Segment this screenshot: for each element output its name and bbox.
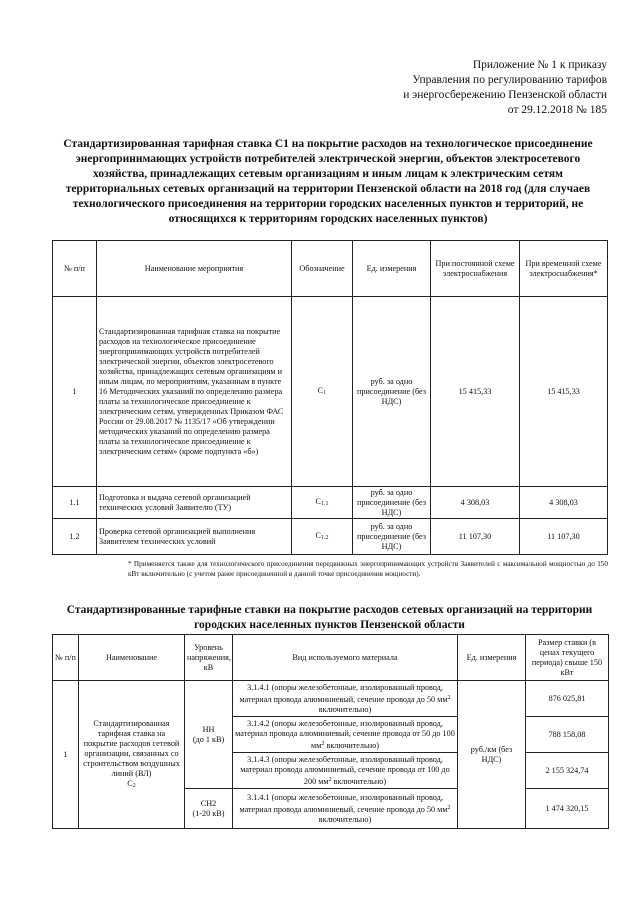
row-num: 1 [53,681,79,829]
col-header-temporary: При временной схеме электроснабжения* [520,241,608,297]
table-row [53,519,608,555]
material-cell: 3.1.4.1 (опоры железобетонные, изолированный провод, материал провода алюминиевый, сечение провода до 50 $мм^2$ включительно) [233,789,458,829]
row-temporary-value: 4 308,03 [520,487,608,519]
row-unit: руб. за одно присоединение (без НДС) [353,519,431,555]
appendix-line-1: Приложение № 1 к приказу [472,59,607,71]
row-temporary-value: 15 415,33 [520,297,608,487]
appendix-line-2: Управления по регулированию тарифов [412,74,607,86]
footnote-text: * Применяется также для технологического присоединения передвижных энергопринимающих устройств Заявителей с максимальной мощностью до 150 кВт включительно (с учетом ранее присоединенной в данной точке присоединения мощности). [128,560,608,578]
row-num: 1.2 [53,519,97,555]
footnote [60,560,608,579]
tariff-table-c2 [52,634,609,829]
col-header-designation: Обозначение [292,241,353,297]
col-header-num: № п/п [53,241,97,297]
table-header-row [53,241,608,297]
table-header-row [53,635,609,681]
rate-value: 876 025,81 [526,681,609,717]
row-designation: $C_{1.1}$ [292,487,353,519]
material-cell: 3.1.4.2 (опоры железобетонные, изолированный провод, материал провода алюминиевый, сечение провода от 50 до 100 $мм^2$ включительно) [233,717,458,753]
row-name [79,681,185,829]
table-row [53,681,609,717]
col-header-unit: Ед. измерения [458,635,526,681]
table-row [53,487,608,519]
col-header-voltage: Уровень напряжения, кВ [185,635,233,681]
row-name: Стандартизированная тарифная ставка на покрытие расходов на технологическое присоединение энергопринимающих устройств потребителей электрической энергии, объектов электросетевого хозяйства, принадлежащих сетевым организациям и иным лицам, по мероприятиям, указанным в пункте 16 Методических указаний по определению размера платы за технологическое присоединение к электрическим сетям, утвержденных Приказом ФАС России от 29.08.2017 № 1135/17 «Об утверждении методических указаний по определению размера платы за технологическое присоединение к электрическим сетям» (кроме подпункта «б») [97,297,292,487]
row-designation: $C_1$ [292,297,353,487]
row-num: 1.1 [53,487,97,519]
voltage-level-sn2: СН2 (1-20 кВ) [185,789,233,829]
row-designation: $C_{1.2}$ [292,519,353,555]
appendix-header [403,58,607,118]
row-unit: руб. за одно присоединение (без НДС) [353,297,431,487]
table-row [53,297,608,487]
row-permanent-value: 4 308,03 [431,487,520,519]
row-temporary-value: 11 107,30 [520,519,608,555]
row-name: Проверка сетевой организацией выполнения Заявителем технических условий [97,519,292,555]
material-cell: 3.1.4.3 (опоры железобетонные, изолированный провод, материал провода алюминиевый, сечение провода от 100 до 200 $мм^2$ включительно) [233,753,458,789]
row-name: Подготовка и выдача сетевой организацией технических условий Заявителю (ТУ) [97,487,292,519]
row-permanent-value: 15 415,33 [431,297,520,487]
col-header-permanent: При постоянной схеме электроснабжения [431,241,520,297]
rate-value: 1 474 320,15 [526,789,609,829]
col-header-unit: Ед. измерения [353,241,431,297]
rate-value: 788 158,08 [526,717,609,753]
appendix-line-3: и энергосбережению Пензенской области [403,89,607,101]
col-header-name: Наименование [79,635,185,681]
rate-value: 2 155 324,74 [526,753,609,789]
appendix-line-4: от 29.12.2018 № 185 [507,104,607,116]
col-header-material: Вид используемого материала [233,635,458,681]
section-title-1: Стандартизированная тарифная ставка С1 на покрытие расходов на технологическое присоединение энергопринимающих устройств потребителей электрической энергии, объектов электросетевого хозяйства, принадлежащих сетевым организациям и иным лицам к электрическим сетям территориальных сетевых организаций на территории Пензенской области на 2018 год (для случаев технологического присоединения на территории городских населенных пунктов и территорий, не относящихся к территориям городских населенных пунктов) [63,138,593,225]
row-name-text: Стандартизированная тарифная ставка на покрытие расходов сетевой организации, связанных со строительством воздушных линий (ВЛ) [83,718,180,778]
row-unit: руб. за одно присоединение (без НДС) [353,487,431,519]
row-num: 1 [53,297,97,487]
col-header-num: № п/п [53,635,79,681]
col-header-rate: Размер ставки (в ценах текущего периода) свыше 150 кВт [526,635,609,681]
material-cell: 3.1.4.1 (опоры железобетонные, изолированный провод, материал провода алюминиевый, сечение провода до 50 $мм^2$ включительно) [233,681,458,717]
voltage-level-nn: НН (до 1 кВ) [185,681,233,789]
col-header-name: Наименование мероприятия [97,241,292,297]
row-unit: руб./км (без НДС) [458,681,526,829]
row-permanent-value: 11 107,30 [431,519,520,555]
section-title-2: Стандартизированные тарифные ставки на покрытие расходов сетевых организаций на территории городских населенных пунктов Пензенской области [66,604,593,631]
tariff-table-c1 [52,240,608,555]
row-designation: $C_2$ [127,778,136,789]
